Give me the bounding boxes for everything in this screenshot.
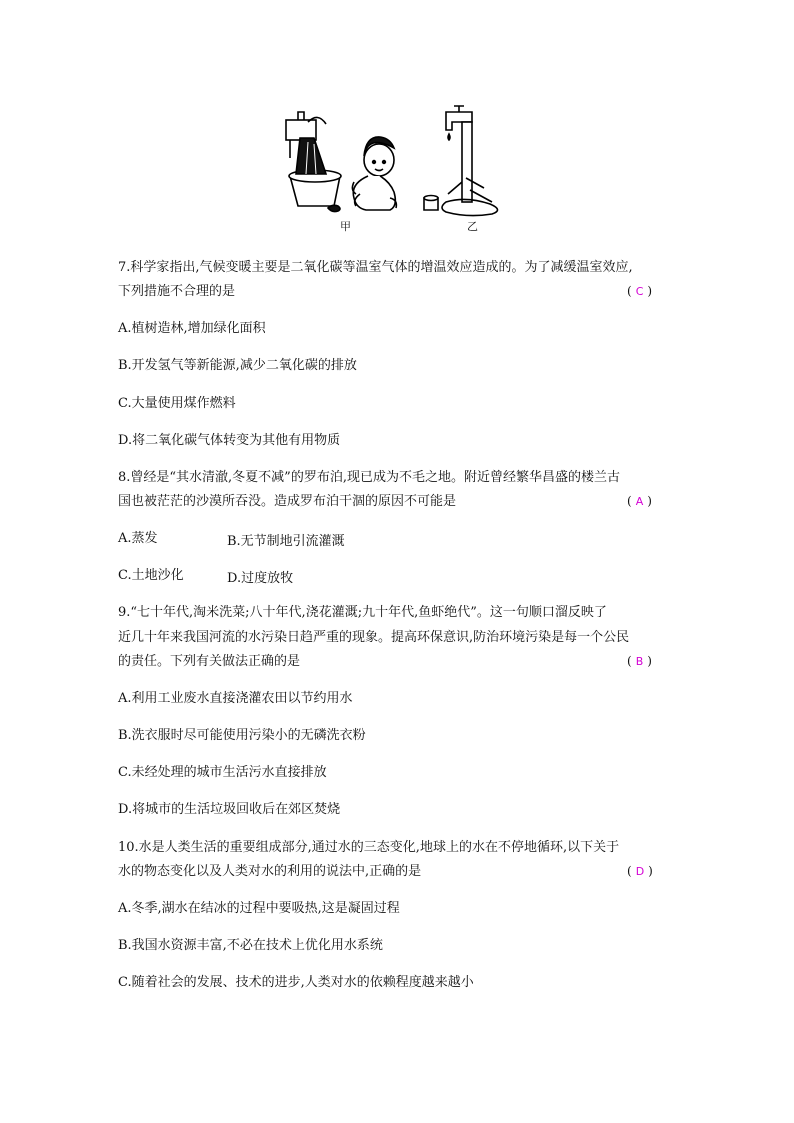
q7-option-c: C.大量使用煤作燃料 (118, 396, 236, 411)
q7-option-b: B.开发氢气等新能源,减少二氧化碳的排放 (118, 358, 357, 373)
q8-option-b: B.无节制地引流灌溉 (227, 534, 345, 549)
q8-stem-line-1: 8.曾经是“其水清澈,冬夏不减”的罗布泊,现已成为不毛之地。附近曾经繁华昌盛的楼兰古 (118, 470, 620, 485)
q8-answer: A (635, 495, 644, 508)
water-waste-drawing (276, 98, 516, 238)
q7-answer-bracket: ( C ) (627, 284, 653, 298)
q7-option-a: A.植树造林,增加绿化面积 (118, 321, 266, 336)
q10-option-c: C.随着社会的发展、技术的进步,人类对水的依赖程度越来越小 (118, 975, 474, 990)
child-figure (352, 137, 396, 210)
q7-answer: C (635, 285, 644, 298)
q9-stem-line-1: 9.“七十年代,淘米洗菜;八十年代,浇花灌溉;九十年代,鱼虾绝代”。这一句顺口溜反映了 (118, 605, 607, 620)
q10-answer-bracket: ( D ) (627, 864, 653, 878)
q9-option-a: A.利用工业废水直接浇灌农田以节约用水 (118, 691, 353, 706)
q9-stem-line-3: 的责任。下列有关做法正确的是 (118, 654, 301, 669)
q9-option-b: B.洗衣服时尽可能使用污染小的无磷洗衣粉 (118, 728, 366, 743)
q8-answer-bracket: ( A ) (627, 494, 652, 508)
q10-stem-line-2: 水的物态变化以及人类对水的利用的说法中,正确的是 (118, 864, 422, 879)
q9-stem-line-2: 近几十年来我国河流的水污染日趋严重的现象。提高环保意识,防治环境污染是每一个公民 (118, 630, 630, 645)
q9-answer-bracket: ( B ) (627, 654, 652, 668)
faucet-bucket-figure (286, 112, 341, 212)
q8-option-d: D.过度放牧 (227, 571, 294, 586)
q8-option-a: A.蒸发 (118, 531, 158, 546)
q7-stem-line-2: 下列措施不合理的是 (118, 284, 236, 299)
illustration-water-waste (276, 98, 516, 238)
q10-option-b: B.我国水资源丰富,不必在技术上优化用水系统 (118, 938, 383, 953)
q9-option-d: D.将城市的生活垃圾回收后在郊区焚烧 (118, 802, 341, 817)
q10-stem-line-1: 10.水是人类生活的重要组成部分,通过水的三态变化,地球上的水在不停地循环,以下关于 (118, 840, 620, 855)
q7-stem-line-1: 7.科学家指出,气候变暖主要是二氧化碳等温室气体的增温效应造成的。为了减缓温室效应, (118, 260, 633, 275)
q8-option-c: C.土地沙化 (118, 568, 184, 583)
q10-answer: D (635, 865, 645, 878)
q9-option-c: C.未经处理的城市生活污水直接排放 (118, 765, 327, 780)
figure-label-jia: 甲 (340, 220, 351, 233)
q10-option-a: A.冬季,湖水在结冰的过程中要吸热,这是凝固过程 (118, 901, 400, 916)
q8-stem-line-2: 国也被茫茫的沙漠所吞没。造成罗布泊干涸的原因不可能是 (118, 494, 457, 509)
dripping-tap-figure (424, 106, 498, 216)
q9-answer: B (635, 655, 644, 668)
q7-option-d: D.将二氧化碳气体转变为其他有用物质 (118, 433, 341, 448)
figure-label-yi: 乙 (467, 220, 478, 233)
